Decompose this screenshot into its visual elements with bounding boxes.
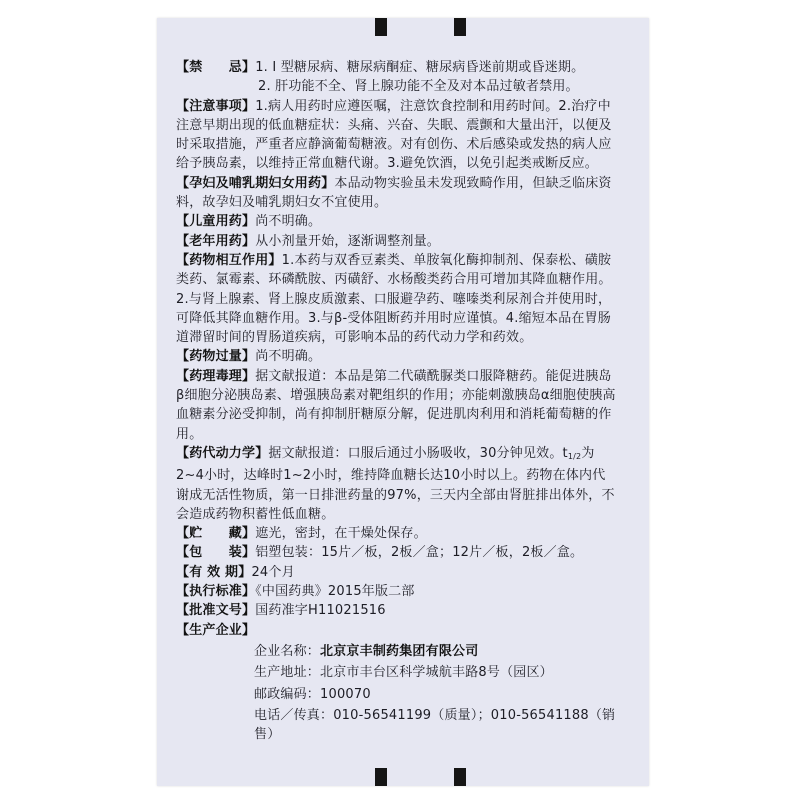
section-body: 尚不明确。 xyxy=(255,214,322,230)
section-heading: 【包 装】 xyxy=(176,545,256,561)
section-body: 《中国药典》2015年版二部 xyxy=(255,584,415,600)
section-heading: 【批准文号】 xyxy=(176,603,256,619)
section-heading: 【药物相互作用】 xyxy=(176,252,282,268)
section-heading: 【药代动力学】 xyxy=(176,445,269,461)
section-body: 本品动物实验虽未发现致畸作用，但缺乏临床资料，故孕妇及哺乳期妇女不宜使用。 xyxy=(176,175,612,211)
section-contraindications xyxy=(176,58,616,97)
section-body: 据文献报道：口服后通过小肠吸收，30分钟见效。t xyxy=(268,445,568,461)
section-heading: 【药理毒理】 xyxy=(176,368,256,384)
section-body: 据文献报道：本品是第二代磺酰脲类口服降糖药。能促进胰岛β细胞分泌胰岛素、增强胰岛素对靶组织的作用；亦能刺激胰岛α细胞使胰高血糖素分泌受抑制，尚有抑制肝糖原分解，促进肌肉利用和消耗葡萄糖的作用。 xyxy=(176,368,616,442)
phone: 010-56541199（质量）；010-56541188（销售） xyxy=(254,708,616,742)
section-body: 1.本药与双香豆素类、单胺氧化酶抑制剂、保泰松、磺胺类药、氯霉素、环磷酰胺、丙磺舒、水杨酸类药合用可增加其降血糖作用。2.与肾上腺素、肾上腺皮质激素、口服避孕药、噻嗪类利尿剂合并使用时，可降低其降血糖作用。3.与β-受体阻断药并用时应谨慎。4.缩短本品在胃肠道滞留时间的胃肠道疾病，可影响本品的药代动力学和药效。 xyxy=(176,252,612,346)
section-manufacturer xyxy=(176,621,616,745)
section-heading: 【注意事项】 xyxy=(176,98,256,114)
address: 北京市丰台区科学城航丰路8号（园区） xyxy=(320,665,553,681)
section-validity xyxy=(176,563,616,582)
section-storage xyxy=(176,524,616,543)
section-body: 1. I 型糖尿病、糖尿病酮症、糖尿病昏迷前期或昏迷期。 xyxy=(255,60,585,75)
section-body: 遮光，密封，在干燥处保存。 xyxy=(255,526,427,542)
company-name-label: 企业名称： xyxy=(254,643,321,659)
section-body: 为2~4小时，达峰时1~2小时，维持降血糖长达10小时以上。药物在体内代谢成无活性物质，第一日排泄药量的97%，三天内全部由肾脏排出体外，不会造成药物积蓄性低血糖。 xyxy=(176,445,615,522)
section-elderly xyxy=(176,232,616,251)
registration-mark xyxy=(375,768,387,786)
section-heading: 【有 效 期】 xyxy=(176,564,252,580)
leaflet-text xyxy=(176,58,616,747)
section-standard xyxy=(176,582,616,601)
section-heading: 【执行标准】 xyxy=(176,584,256,600)
section-approval xyxy=(176,601,616,620)
manufacturer-details xyxy=(176,643,616,745)
section-heading: 【药物过量】 xyxy=(176,349,256,365)
section-body: 尚不明确。 xyxy=(255,349,322,365)
section-interactions xyxy=(176,251,616,347)
section-heading: 【儿童用药】 xyxy=(176,214,256,230)
section-body: 从小剂量开始，逐渐调整剂量。 xyxy=(255,233,441,249)
half-life-subscript: 1/2 xyxy=(567,451,582,461)
section-heading: 【孕妇及哺乳期妇女用药】 xyxy=(176,175,335,191)
section-pharmacokinetics xyxy=(176,444,616,524)
phone-label: 电话／传真： xyxy=(254,708,334,724)
section-body: 1.病人用药时应遵医嘱，注意饮食控制和用药时间。2.治疗中注意早期出现的低血糖症状：头痛、兴奋、失眠、震颤和大量出汗，以便及时采取措施，严重者应静滴葡萄糖液。对有创伤、术后感染或发热的病人应给予胰岛素，以维持正常血糖代谢。3.避免饮酒，以免引起类戒断反应。 xyxy=(176,98,612,172)
section-body: 铝塑包装：15片／板，2板／盒；12片／板，2板／盒。 xyxy=(255,545,584,561)
section-overdose xyxy=(176,347,616,366)
section-packaging xyxy=(176,543,616,562)
registration-mark xyxy=(375,18,387,36)
section-heading: 【老年用药】 xyxy=(176,233,256,249)
section-pharmacology xyxy=(176,367,616,444)
registration-mark xyxy=(454,768,466,786)
section-heading: 【禁 忌】 xyxy=(176,60,256,75)
address-label: 生产地址： xyxy=(254,665,321,681)
section-precautions xyxy=(176,97,616,174)
section-heading: 【贮 藏】 xyxy=(176,526,256,542)
section-pregnancy xyxy=(176,174,616,213)
section-body: 24个月 xyxy=(251,564,295,580)
section-children xyxy=(176,212,616,231)
company-name: 北京京丰制药集团有限公司 xyxy=(320,643,479,659)
section-body: 国药准字H11021516 xyxy=(255,603,386,619)
registration-mark xyxy=(454,18,466,36)
section-body: 2. 肝功能不全、肾上腺功能不全及对本品过敏者禁用。 xyxy=(258,79,579,95)
postcode-label: 邮政编码： xyxy=(254,686,321,702)
section-heading: 【生产企业】 xyxy=(176,622,256,638)
postcode: 100070 xyxy=(320,686,371,702)
